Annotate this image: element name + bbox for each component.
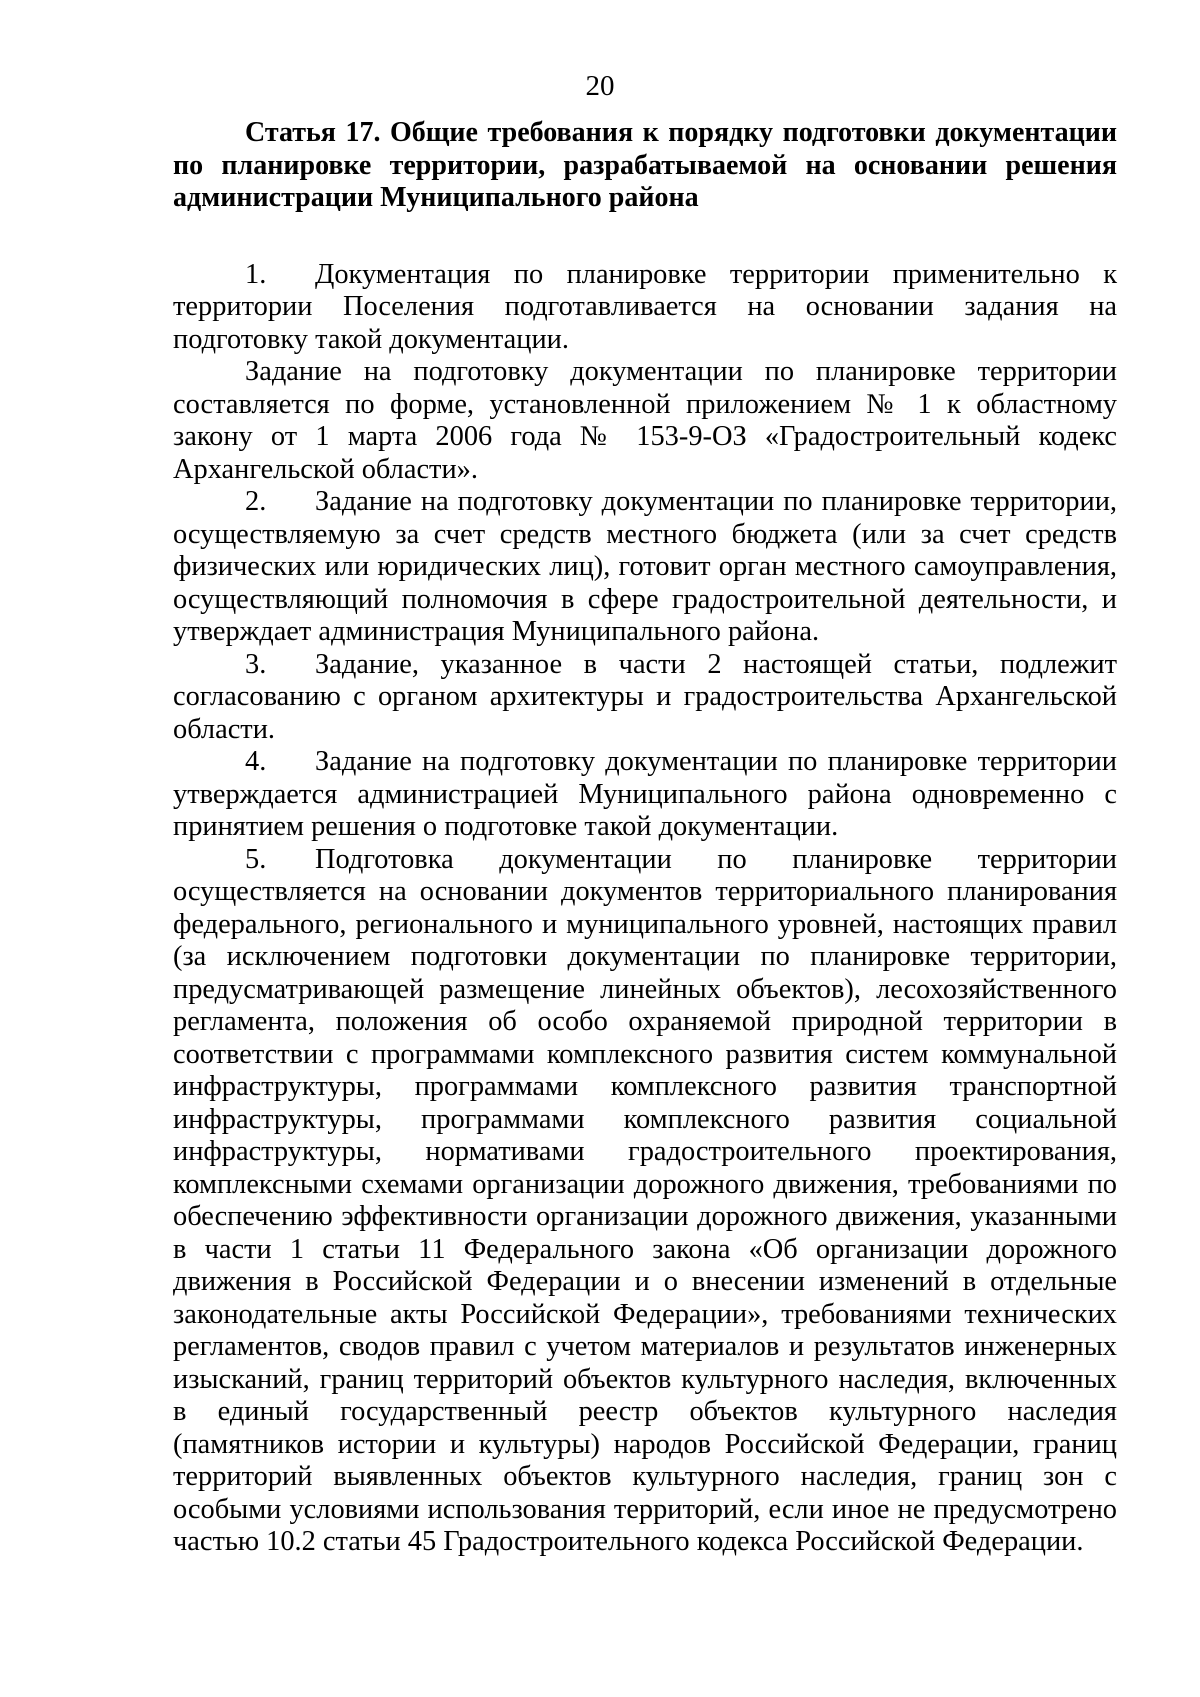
paragraph-1-continued [173, 356, 1117, 486]
paragraph-text: Задание на подготовку документации по планировке территории составляется по форме, установленной приложением № 1 к областному закону от 1 марта 2006 года № 153-9-ОЗ «Градостроительный кодекс Архангельской области». [173, 356, 1117, 485]
paragraph-number: 3. [245, 648, 267, 680]
article-title: Статья 17. Общие требования к порядку подготовки документации по планировке территории, разрабатываемой на основании решения администрации Муниципального района [173, 117, 1117, 213]
page-content [173, 117, 1117, 1559]
paragraph-text: Подготовка документации по планировке территории осуществляется на основании документов территориального планирования федерального, регионального и муниципального уровней, настоящих правил (за исключением подготовки документации по планировке территории, предусматривающей размещение линейных объектов), лесохозяйственного регламента, положения об особо охраняемой природной территории в соответствии с программами комплексного развития систем коммунальной инфраструктуры, программами комплексного развития транспортной инфраструктуры, программами комплексного развития социальной инфраструктуры, нормативами градостроительного проектирования, комплексными схемами организации дорожного движения, требованиями по обеспечению эффективности организации дорожного движения, указанными в части 1 статьи 11 Федерального закона «Об организации дорожного движения в Российской Федерации и о внесении изменений в отдельные законодательные акты Российской Федерации», требованиями технических регламентов, сводов правил с учетом материалов и результатов инженерных изысканий, границ территорий объектов культурного наследия, включенных в единый государственный реестр объектов культурного наследия (памятников истории и культуры) народов Российской Федерации, границ территорий выявленных объектов культурного наследия, границ зон с особыми условиями использования территорий, если иное не предусмотрено частью 10.2 статьи 45 Градостроительного кодекса Российской Федерации. [173, 843, 1117, 1557]
paragraph-2 [173, 486, 1117, 649]
page-number: 20 [585, 70, 615, 102]
paragraph-text: Документация по планировке территории применительно к территории Поселения подготавливается на основании задания на подготовку такой документации. [173, 258, 1117, 355]
paragraph-text: Задание на подготовку документации по планировке территории утверждается администрацией Муниципального района одновременно с принятием решения о подготовке такой документации. [173, 746, 1117, 842]
paragraph-number: 2. [245, 486, 267, 517]
paragraph-text: Задание, указанное в части 2 настоящей статьи, подлежит согласованию с органом архитектуры и градостроительства Архангельской области. [173, 648, 1117, 745]
paragraph-number: 5. [245, 843, 267, 875]
paragraph-number: 1. [245, 258, 267, 290]
paragraph-3 [173, 649, 1117, 747]
paragraph-1 [173, 259, 1117, 357]
paragraph-number: 4. [245, 746, 267, 777]
paragraph-text: Задание на подготовку документации по планировке территории, осуществляемую за счет средств местного бюджета (или за счет средств физических или юридических лиц), готовит орган местного самоуправления, осуществляющий полномочия в сфере градостроительной деятельности, и утверждает администрация Муниципального района. [173, 486, 1117, 647]
paragraph-4 [173, 746, 1117, 844]
paragraph-5 [173, 844, 1117, 1559]
